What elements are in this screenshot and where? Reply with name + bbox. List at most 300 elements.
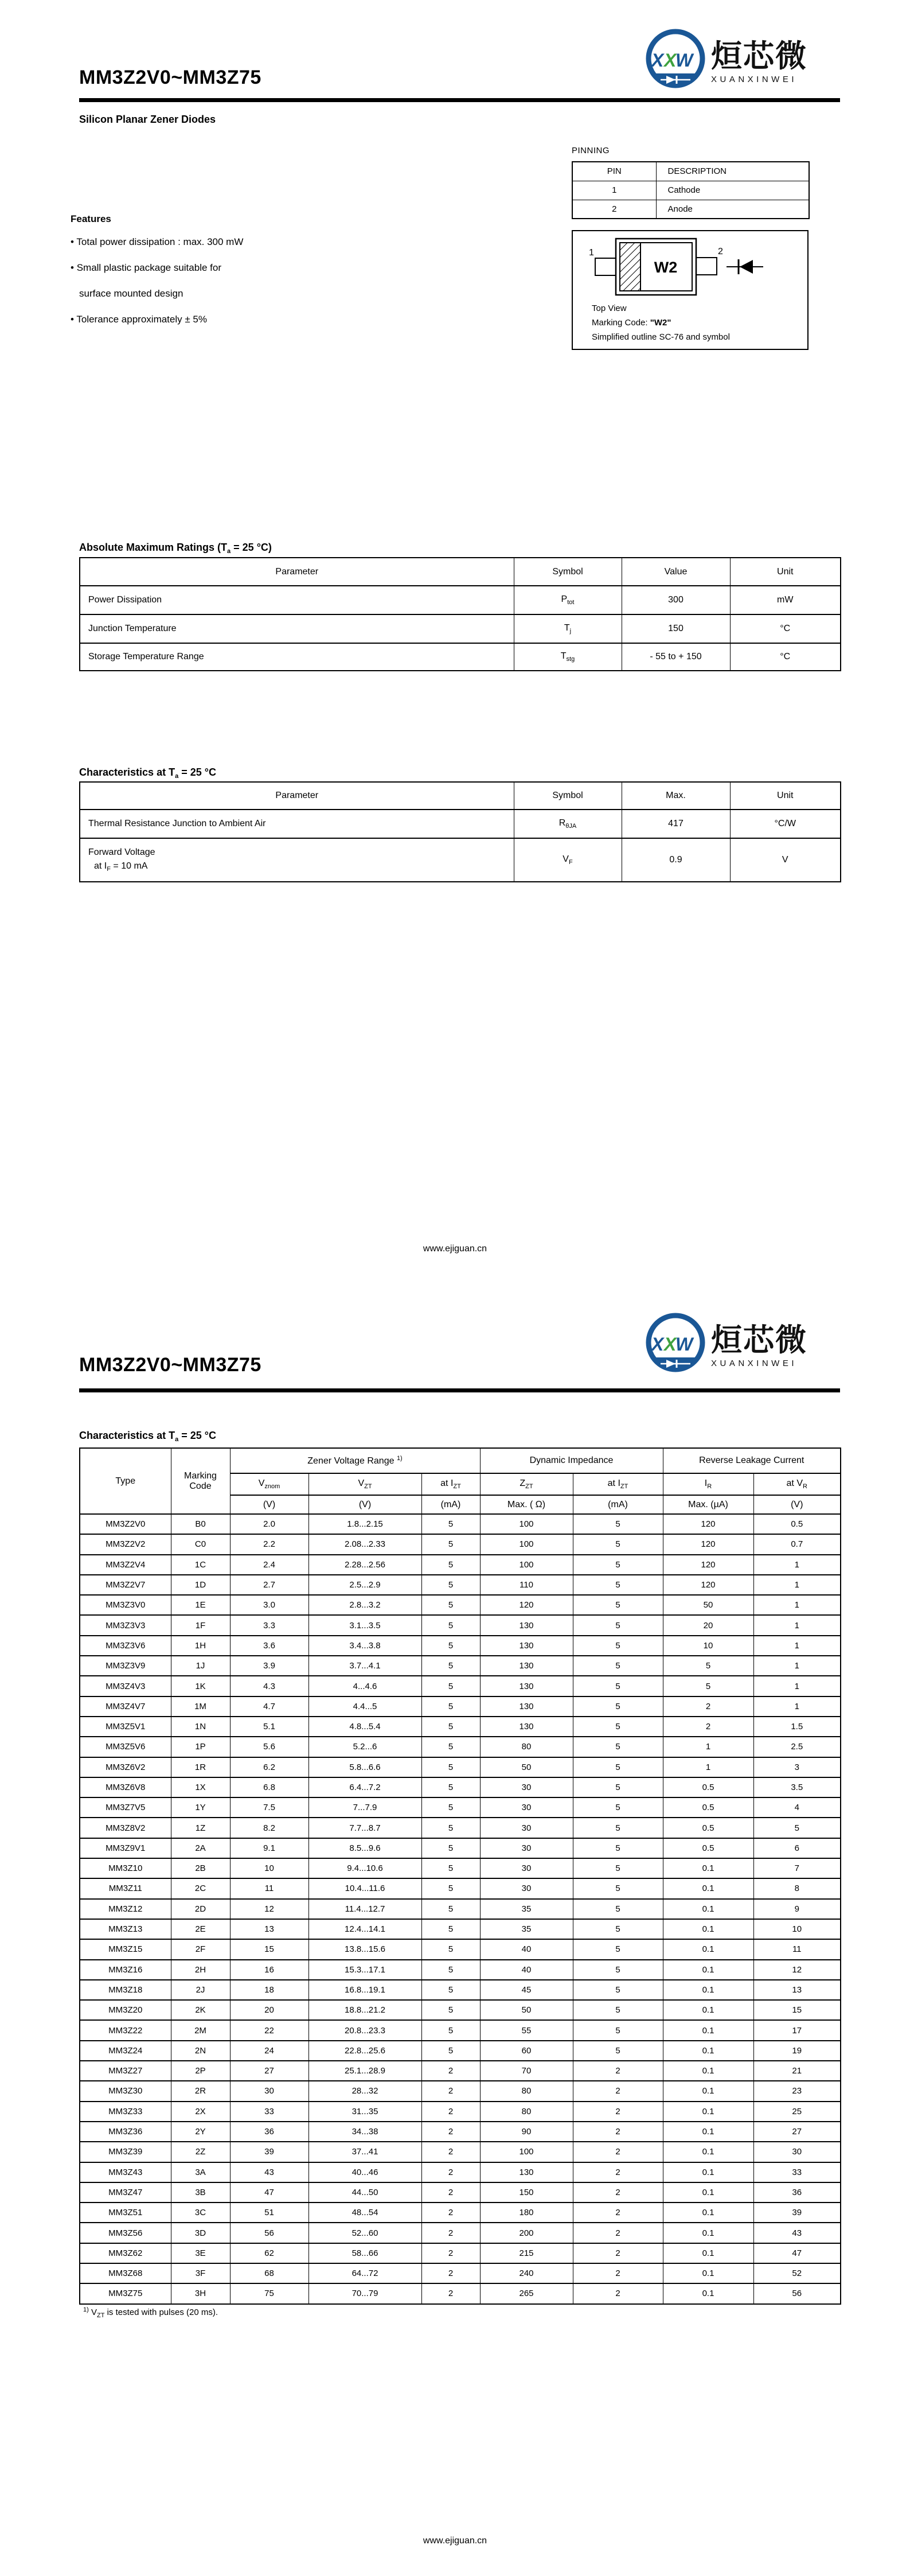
table-cell: 2X (171, 2102, 230, 2122)
table-row (80, 2000, 841, 2020)
table-cell: 11 (753, 1939, 841, 1959)
table-row (80, 2162, 841, 2182)
table-cell: 5 (573, 1960, 663, 1980)
package-caption-marking: Marking Code: "W2" (592, 318, 671, 328)
table-cell: 64...72 (308, 2263, 421, 2283)
table-cell: 6.8 (230, 1777, 308, 1797)
table-cell: 10 (230, 1858, 308, 1878)
table-cell: 2.4 (230, 1555, 308, 1575)
table-cell: 4 (753, 1797, 841, 1818)
table-cell: 45 (480, 1980, 573, 2000)
features-heading: Features (71, 213, 111, 224)
table-cell: 1R (171, 1757, 230, 1777)
table-cell: 3C (171, 2203, 230, 2223)
table-cell: MM3Z12 (80, 1899, 171, 1919)
brand-logo (643, 28, 807, 93)
table-row (80, 1636, 841, 1656)
table-cell: 100 (480, 1514, 573, 1534)
table-cell: 2 (421, 2061, 480, 2081)
table-cell: 120 (663, 1555, 753, 1575)
table-cell: 5.6 (230, 1737, 308, 1757)
table-cell: 5 (753, 1818, 841, 1838)
table-cell: 13.8...15.6 (308, 1939, 421, 1959)
table-row (80, 1818, 841, 1838)
table-cell: 56 (230, 2223, 308, 2243)
table-cell: 1.8...2.15 (308, 1514, 421, 1534)
table-cell: 44...50 (308, 2182, 421, 2203)
table-cell: 1 (753, 1555, 841, 1575)
footnote: $^{1)}$ $V_{ZT}$ is tested with pulses (20 ms). (83, 2306, 218, 2319)
table-cell: 5 (421, 1939, 480, 1959)
unit-header: (mA) (573, 1495, 663, 1514)
column-header: Symbol (514, 782, 622, 810)
table-cell: MM3Z3V6 (80, 1636, 171, 1656)
pin1-label: 1 (589, 248, 594, 258)
table-cell: 3.5 (753, 1777, 841, 1797)
table-cell: 7 (753, 1858, 841, 1878)
table-row (80, 1656, 841, 1676)
page2-title: MM3Z2V0~MM3Z75 (79, 1354, 261, 1376)
column-header: Unit (730, 782, 841, 810)
table-cell: 3F (171, 2263, 230, 2283)
table-cell: 5 (421, 1797, 480, 1818)
column-header: Parameter (80, 558, 514, 586)
table-row (80, 2182, 841, 2203)
table-cell: 27 (230, 2061, 308, 2081)
table-cell: 5 (573, 1878, 663, 1898)
table-cell: 1 (572, 181, 656, 200)
package-outline-drawing (573, 231, 807, 300)
table-cell: MM3Z43 (80, 2162, 171, 2182)
table-row (80, 2041, 841, 2061)
table-cell: 6.4...7.2 (308, 1777, 421, 1797)
table-cell: 5 (421, 1514, 480, 1534)
table-cell: MM3Z22 (80, 2020, 171, 2040)
table-cell: 100 (480, 2142, 573, 2162)
table-cell: 2M (171, 2020, 230, 2040)
table-cell: 30 (480, 1838, 573, 1858)
table-cell: 4.7 (230, 1696, 308, 1717)
table-cell: 5 (421, 1777, 480, 1797)
table-cell: MM3Z5V1 (80, 1717, 171, 1737)
table-cell: 5 (421, 1555, 480, 1575)
table-cell: 1 (753, 1615, 841, 1635)
table-cell: 4.4...5 (308, 1696, 421, 1717)
table-cell: 2.08...2.33 (308, 1534, 421, 1554)
table-cell: 5 (421, 1919, 480, 1939)
header-rule (79, 98, 840, 102)
table-cell: MM3Z9V1 (80, 1838, 171, 1858)
table-cell: 5 (421, 1595, 480, 1615)
table-cell: 30 (480, 1777, 573, 1797)
table-row (80, 1676, 841, 1696)
table-cell: 12 (230, 1899, 308, 1919)
table-cell: 5 (573, 1514, 663, 1534)
table-row (80, 1980, 841, 2000)
table-cell: 2 (663, 1696, 753, 1717)
table-cell: 3D (171, 2223, 230, 2243)
table-cell: 6 (753, 1838, 841, 1858)
table-cell: 2D (171, 1899, 230, 1919)
table-cell: 43 (230, 2162, 308, 2182)
table-cell: 25.1...28.9 (308, 2061, 421, 2081)
table-cell: 1M (171, 1696, 230, 1717)
table-cell: 30 (480, 1818, 573, 1838)
table-cell: 130 (480, 1615, 573, 1635)
abs-max-heading: Absolute Maximum Ratings ($T_a = 25$ °C) (79, 542, 272, 555)
table-row (80, 1448, 841, 1473)
table-cell: 70...79 (308, 2283, 421, 2303)
group-header-zener: Zener Voltage Range $^{1)}$ (230, 1448, 480, 1473)
table-cell: MM3Z62 (80, 2243, 171, 2263)
table-cell: 2 (573, 2061, 663, 2081)
table-row (80, 1797, 841, 1818)
table-cell: 2Z (171, 2142, 230, 2162)
table-cell: 5 (573, 1534, 663, 1554)
svg-text:W: W (675, 50, 693, 71)
table-cell: 25 (753, 2102, 841, 2122)
table-row (80, 1696, 841, 1717)
table-cell: 120 (663, 1534, 753, 1554)
table-cell: 130 (480, 2162, 573, 2182)
table-row (80, 2061, 841, 2081)
table-cell: 0.5 (663, 1797, 753, 1818)
table-cell: 15.3...17.1 (308, 1960, 421, 1980)
table-cell: MM3Z13 (80, 1919, 171, 1939)
table-cell: 5 (421, 1737, 480, 1757)
table-cell: 3.1...3.5 (308, 1615, 421, 1635)
table-cell: 70 (480, 2061, 573, 2081)
table-cell: 16.8...19.1 (308, 1980, 421, 2000)
table-cell: 31...35 (308, 2102, 421, 2122)
table-cell: MM3Z2V7 (80, 1575, 171, 1595)
table-cell: 4...4.6 (308, 1676, 421, 1696)
symbol-header: at $V_R$ (753, 1473, 841, 1495)
table-cell: MM3Z2V0 (80, 1514, 171, 1534)
table-cell: 23 (753, 2081, 841, 2101)
table-row (80, 2223, 841, 2243)
table-cell: 2A (171, 1838, 230, 1858)
table-row (80, 2263, 841, 2283)
table-cell: 2 (421, 2223, 480, 2243)
table-cell: 0.1 (663, 2020, 753, 2040)
table-row (80, 1777, 841, 1797)
page1-title: MM3Z2V0~MM3Z75 (79, 67, 261, 88)
table-cell: 5 (573, 2041, 663, 2061)
table-cell: 150 (622, 614, 730, 643)
table-row (80, 1575, 841, 1595)
table-cell: 5 (573, 1757, 663, 1777)
table-cell: 48...54 (308, 2203, 421, 2223)
table-row (80, 1534, 841, 1554)
table-cell: 1 (663, 1757, 753, 1777)
table-cell: 180 (480, 2203, 573, 2223)
table-row (80, 2102, 841, 2122)
table-cell: 5.1 (230, 1717, 308, 1737)
table-cell: 2 (421, 2203, 480, 2223)
table-cell: 60 (480, 2041, 573, 2061)
table-cell: 5 (663, 1656, 753, 1676)
table-cell: 5 (421, 2020, 480, 2040)
table-cell: 80 (480, 2102, 573, 2122)
table-cell: 0.1 (663, 2102, 753, 2122)
table-cell: 0.1 (663, 2162, 753, 2182)
svg-text:X: X (651, 50, 664, 71)
zener-characteristics-table (79, 1447, 841, 2305)
table-cell: MM3Z7V5 (80, 1797, 171, 1818)
table-cell: 5 (421, 1636, 480, 1656)
table-cell: 3A (171, 2162, 230, 2182)
table-cell: 5 (421, 2000, 480, 2020)
table-cell: 5 (421, 1818, 480, 1838)
table-cell: 5 (421, 1696, 480, 1717)
table-cell: 240 (480, 2263, 573, 2283)
table-cell: 5 (573, 1555, 663, 1575)
table-cell: 5 (573, 1595, 663, 1615)
table-cell: 11.4...12.7 (308, 1899, 421, 1919)
table-cell: 7.7...8.7 (308, 1818, 421, 1838)
table-row (80, 1555, 841, 1575)
table-cell: 5 (573, 1636, 663, 1656)
table-cell: 47 (230, 2182, 308, 2203)
table-row (80, 838, 841, 882)
features-section (71, 213, 392, 340)
feature-item: • Total power dissipation : max. 300 mW (71, 236, 244, 247)
table-row (80, 1858, 841, 1878)
table-cell: 5 (421, 1676, 480, 1696)
table-cell: MM3Z6V2 (80, 1757, 171, 1777)
table-cell: 56 (753, 2283, 841, 2303)
table-cell: MM3Z36 (80, 2122, 171, 2142)
table-cell: 40 (480, 1960, 573, 1980)
table-cell: 2 (573, 2142, 663, 2162)
table-cell: 0.5 (663, 1838, 753, 1858)
table-cell: MM3Z2V4 (80, 1555, 171, 1575)
table-cell: 2.7 (230, 1575, 308, 1595)
table-cell: 36 (753, 2182, 841, 2203)
table-cell: 2 (421, 2182, 480, 2203)
table-cell: 5 (421, 1575, 480, 1595)
table-cell: 5 (421, 1615, 480, 1635)
table-cell: 0.1 (663, 2223, 753, 2243)
table-cell: 15 (753, 2000, 841, 2020)
table-cell: 0.1 (663, 1939, 753, 1959)
table-cell: 35 (480, 1899, 573, 1919)
table-cell: 80 (480, 1737, 573, 1757)
table-cell: 0.1 (663, 2263, 753, 2283)
brand-name-cn: 烜芯微 (711, 39, 807, 73)
table-cell: 2R (171, 2081, 230, 2101)
table-cell: 5 (573, 1818, 663, 1838)
table-cell: 0.1 (663, 2081, 753, 2101)
table-row (572, 181, 809, 200)
table-cell: 5 (573, 1980, 663, 2000)
table-cell: 2.0 (230, 1514, 308, 1534)
table-cell: 120 (663, 1575, 753, 1595)
table-cell: 2 (573, 2263, 663, 2283)
table-cell: 5 (573, 2020, 663, 2040)
table-cell: 8.5...9.6 (308, 1838, 421, 1858)
table-cell: 1H (171, 1636, 230, 1656)
table-cell: Junction Temperature (80, 614, 514, 643)
logo-circle-icon (643, 28, 708, 93)
footer-url: www.ejiguan.cn (423, 2536, 487, 2546)
table-cell: 1 (753, 1636, 841, 1656)
table-cell: 20 (663, 1615, 753, 1635)
table-row (80, 810, 841, 838)
table-cell: 5 (573, 1777, 663, 1797)
table-cell: 39 (230, 2142, 308, 2162)
table-cell: $T_{stg}$ (514, 643, 622, 671)
table-cell: 5 (421, 1980, 480, 2000)
table-row (80, 614, 841, 643)
table-cell: 2H (171, 1960, 230, 1980)
table-cell: 2P (171, 2061, 230, 2081)
unit-header: Max. ( Ω) (480, 1495, 573, 1514)
brand-logo (643, 1312, 807, 1377)
table-cell: 0.1 (663, 1960, 753, 1980)
table-cell: V (730, 838, 841, 882)
table-cell: 130 (480, 1696, 573, 1717)
table-cell: 1P (171, 1737, 230, 1757)
table-cell: 5 (573, 1717, 663, 1737)
table-cell: °C/W (730, 810, 841, 838)
table-cell: 200 (480, 2223, 573, 2243)
table-cell: 1C (171, 1555, 230, 1575)
table-cell: 30 (753, 2142, 841, 2162)
table-cell: 0.1 (663, 2243, 753, 2263)
table-cell: 34...38 (308, 2122, 421, 2142)
table-cell: 40 (480, 1939, 573, 1959)
table-cell: 1J (171, 1656, 230, 1676)
table-cell: 5 (573, 1919, 663, 1939)
table-cell: 1Z (171, 1818, 230, 1838)
table-cell: 5.8...6.6 (308, 1757, 421, 1777)
table-cell: 2K (171, 2000, 230, 2020)
unit-header: (V) (753, 1495, 841, 1514)
svg-text:X: X (651, 1334, 664, 1355)
table-cell: 55 (480, 2020, 573, 2040)
table-cell: 2 (573, 2283, 663, 2303)
table-cell: mW (730, 586, 841, 614)
table-cell: 20.8...23.3 (308, 2020, 421, 2040)
table-cell: 1N (171, 1717, 230, 1737)
table-cell: 5 (573, 1575, 663, 1595)
desc-col-header: DESCRIPTION (656, 162, 809, 181)
table-cell: 215 (480, 2243, 573, 2263)
table-row (80, 1737, 841, 1757)
table-cell: MM3Z30 (80, 2081, 171, 2101)
table-cell: 33 (753, 2162, 841, 2182)
table-cell: 5.2...6 (308, 1737, 421, 1757)
table-cell: 1 (753, 1575, 841, 1595)
table-cell: MM3Z24 (80, 2041, 171, 2061)
table-cell: 52...60 (308, 2223, 421, 2243)
table-cell: 22.8...25.6 (308, 2041, 421, 2061)
table-cell: Power Dissipation (80, 586, 514, 614)
table-cell: MM3Z16 (80, 1960, 171, 1980)
table-cell: 0.1 (663, 1878, 753, 1898)
table-cell: 0.1 (663, 2000, 753, 2020)
char1-table (79, 781, 841, 882)
table-row (80, 1717, 841, 1737)
table-cell: MM3Z15 (80, 1939, 171, 1959)
pin2-label: 2 (718, 247, 723, 256)
table-cell: 130 (480, 1717, 573, 1737)
table-cell: Cathode (656, 181, 809, 200)
table-cell: 30 (480, 1878, 573, 1898)
table-cell: 1.5 (753, 1717, 841, 1737)
package-marking: W2 (654, 259, 678, 276)
table-cell: 5 (421, 1878, 480, 1898)
table-cell: 8.2 (230, 1818, 308, 1838)
table-cell: B0 (171, 1514, 230, 1534)
table-cell: 12.4...14.1 (308, 1919, 421, 1939)
table-cell: Forward Voltage at $I_F = 10$ mA (80, 838, 514, 882)
table-cell: 37...41 (308, 2142, 421, 2162)
unit-header: (V) (230, 1495, 308, 1514)
table-cell: 5 (421, 1656, 480, 1676)
table-cell: 2.28...2.56 (308, 1555, 421, 1575)
pinning-heading: PINNING (572, 146, 610, 155)
table-cell: 5 (573, 1615, 663, 1635)
table-row (80, 643, 841, 671)
table-cell: 19 (753, 2041, 841, 2061)
table-cell: 1 (663, 1737, 753, 1757)
table-cell: 5 (421, 2041, 480, 2061)
table-cell: 5 (573, 1696, 663, 1717)
table-cell: 0.1 (663, 1858, 753, 1878)
table-cell: 5 (573, 2000, 663, 2020)
table-cell: 3.3 (230, 1615, 308, 1635)
table-cell: 110 (480, 1575, 573, 1595)
table-row (80, 586, 841, 614)
table-cell: 1E (171, 1595, 230, 1615)
table-cell: 2 (573, 2162, 663, 2182)
table-cell: 2 (573, 2122, 663, 2142)
table-cell: 0.1 (663, 2061, 753, 2081)
table-cell: 5 (573, 1737, 663, 1757)
table-cell: 13 (230, 1919, 308, 1939)
table-row (80, 2243, 841, 2263)
footer-url: www.ejiguan.cn (423, 1244, 487, 1254)
table-row (80, 1838, 841, 1858)
svg-text:X: X (664, 1334, 677, 1355)
table-cell: MM3Z3V0 (80, 1595, 171, 1615)
table-cell: 90 (480, 2122, 573, 2142)
table-cell: 5 (573, 1797, 663, 1818)
table-cell: 0.1 (663, 2203, 753, 2223)
symbol-header: at $I_{ZT}$ (421, 1473, 480, 1495)
table-cell: 2F (171, 1939, 230, 1959)
table-cell: 2 (573, 2182, 663, 2203)
table-cell: 3.0 (230, 1595, 308, 1615)
table-cell: 0.1 (663, 2142, 753, 2162)
table-cell: MM3Z3V3 (80, 1615, 171, 1635)
table-cell: °C (730, 614, 841, 643)
table-cell: $P_{tot}$ (514, 586, 622, 614)
table-cell: 100 (480, 1534, 573, 1554)
table-cell: MM3Z11 (80, 1878, 171, 1898)
table-cell: 22 (230, 2020, 308, 2040)
table-cell: 2.5 (753, 1737, 841, 1757)
table-cell: 0.1 (663, 1980, 753, 2000)
table-cell: 9.1 (230, 1838, 308, 1858)
table-cell: 17 (753, 2020, 841, 2040)
symbol-header: $V_{znom}$ (230, 1473, 308, 1495)
table-cell: 18 (230, 1980, 308, 2000)
table-row (80, 558, 841, 586)
